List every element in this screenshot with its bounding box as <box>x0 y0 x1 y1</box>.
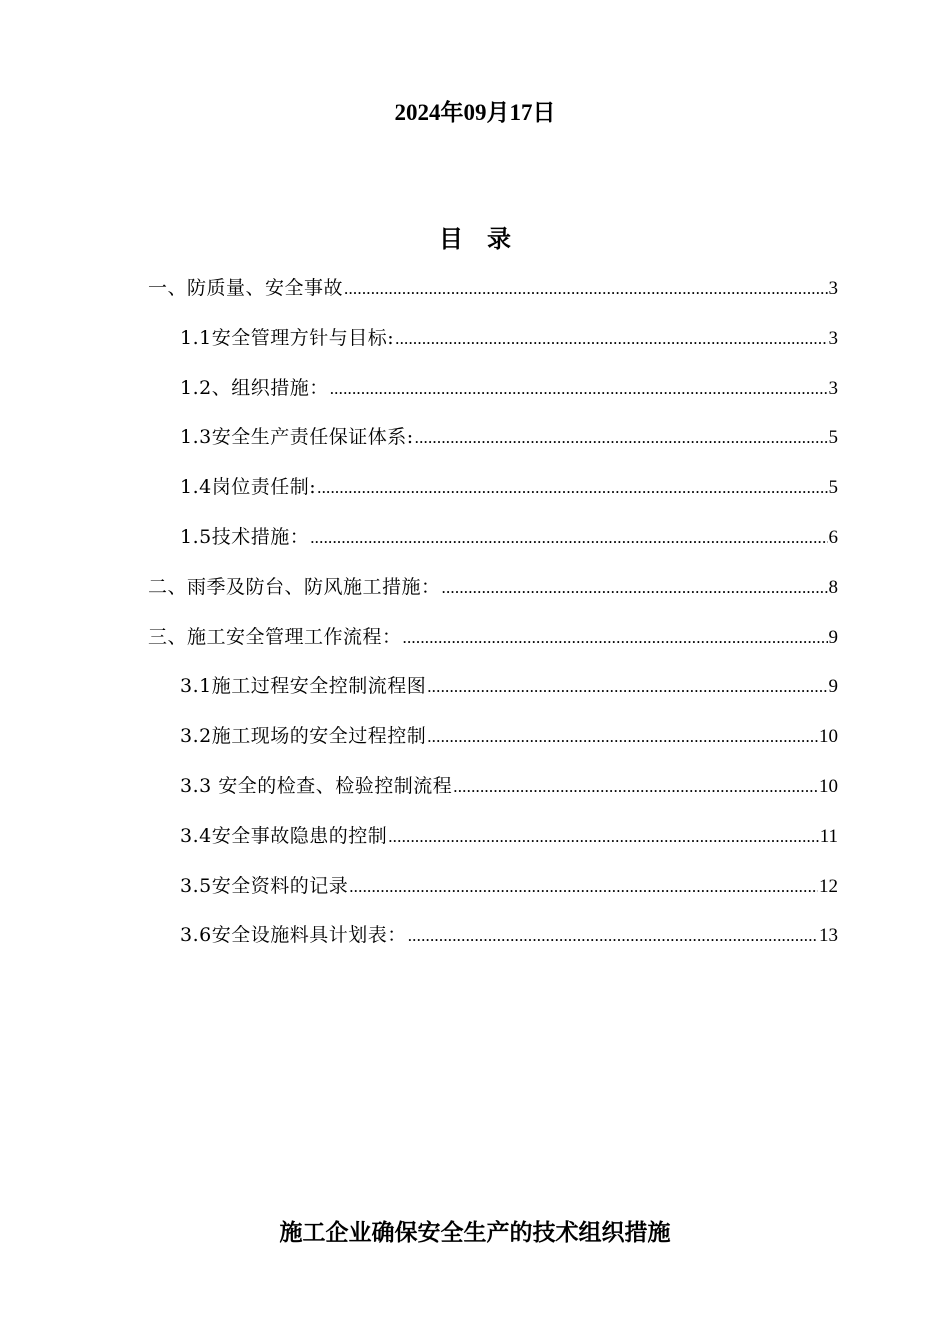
toc-entry-page-number: 9 <box>828 626 838 648</box>
toc-entry-label: 1.2、组织措施： <box>180 376 329 399</box>
toc-entry-label: 3.5安全资料的记录 <box>180 874 349 897</box>
toc-leader-dots <box>317 470 827 506</box>
table-of-contents <box>148 270 838 967</box>
toc-entry-page-number: 6 <box>828 526 838 548</box>
toc-leader-dots <box>453 769 818 805</box>
toc-entry[interactable] <box>148 569 838 619</box>
toc-entry[interactable] <box>148 469 838 519</box>
toc-entry-page-number: 13 <box>819 925 838 947</box>
toc-entry-label: 3.2施工现场的安全过程控制 <box>180 725 427 748</box>
toc-entry[interactable] <box>148 419 838 469</box>
toc-entry-label: 3.1施工过程安全控制流程图 <box>180 675 427 698</box>
toc-entry-page-number: 3 <box>828 278 838 299</box>
toc-entry-label: 二、雨季及防台、防风施工措施： <box>148 575 441 598</box>
document-date: 2024年09月17日 <box>394 100 556 125</box>
toc-entry-page-number: 3 <box>828 377 838 399</box>
toc-leader-dots <box>427 669 827 705</box>
toc-leader-dots <box>442 570 828 606</box>
toc-entry-label: 1.1安全管理方针与目标: <box>180 326 395 349</box>
toc-entry[interactable] <box>148 868 838 918</box>
toc-entry[interactable] <box>148 370 838 420</box>
toc-entry-label: 1.3安全生产责任保证体系: <box>180 426 414 449</box>
toc-entry[interactable] <box>148 718 838 768</box>
toc-leader-dots <box>349 869 818 905</box>
toc-entry-label: 1.4岗位责任制: <box>180 476 317 499</box>
toc-leader-dots <box>330 371 828 407</box>
toc-entry-page-number: 9 <box>828 676 838 698</box>
toc-leader-dots <box>310 520 827 556</box>
toc-leader-dots <box>403 620 828 656</box>
toc-entry-page-number: 5 <box>828 477 838 499</box>
toc-entry[interactable] <box>148 270 838 320</box>
toc-entry[interactable] <box>148 768 838 818</box>
toc-entry-page-number: 8 <box>828 576 838 598</box>
toc-title: 目 录 <box>439 224 511 253</box>
toc-entry[interactable] <box>148 619 838 669</box>
toc-entry-label: 三、施工安全管理工作流程： <box>148 625 402 648</box>
toc-entry[interactable] <box>148 519 838 569</box>
toc-entry[interactable] <box>148 320 838 370</box>
toc-entry-page-number: 3 <box>828 327 838 349</box>
toc-leader-dots <box>415 420 828 456</box>
toc-entry[interactable] <box>148 818 838 868</box>
toc-entry[interactable] <box>148 668 838 718</box>
toc-entry-page-number: 11 <box>819 825 838 847</box>
toc-entry-label: 3.6安全设施料具计划表： <box>180 924 407 947</box>
toc-entry[interactable] <box>148 917 838 967</box>
toc-leader-dots <box>408 918 818 954</box>
toc-leader-dots <box>395 321 827 357</box>
toc-entry-page-number: 10 <box>819 775 838 797</box>
toc-entry-label: 3.3 安全的检查、检验控制流程 <box>180 774 453 797</box>
toc-entry-page-number: 10 <box>819 726 838 748</box>
toc-entry-page-number: 5 <box>828 427 838 449</box>
toc-entry-page-number: 12 <box>819 875 838 897</box>
toc-entry-label: 1.5技术措施： <box>180 525 310 548</box>
toc-leader-dots <box>427 719 818 755</box>
toc-entry-label: 一、防质量、安全事故 <box>148 277 344 299</box>
document-title: 施工企业确保安全生产的技术组织措施 <box>279 1219 671 1246</box>
toc-leader-dots <box>388 819 818 855</box>
toc-leader-dots <box>344 271 827 307</box>
toc-entry-label: 3.4安全事故隐患的控制 <box>180 824 388 847</box>
